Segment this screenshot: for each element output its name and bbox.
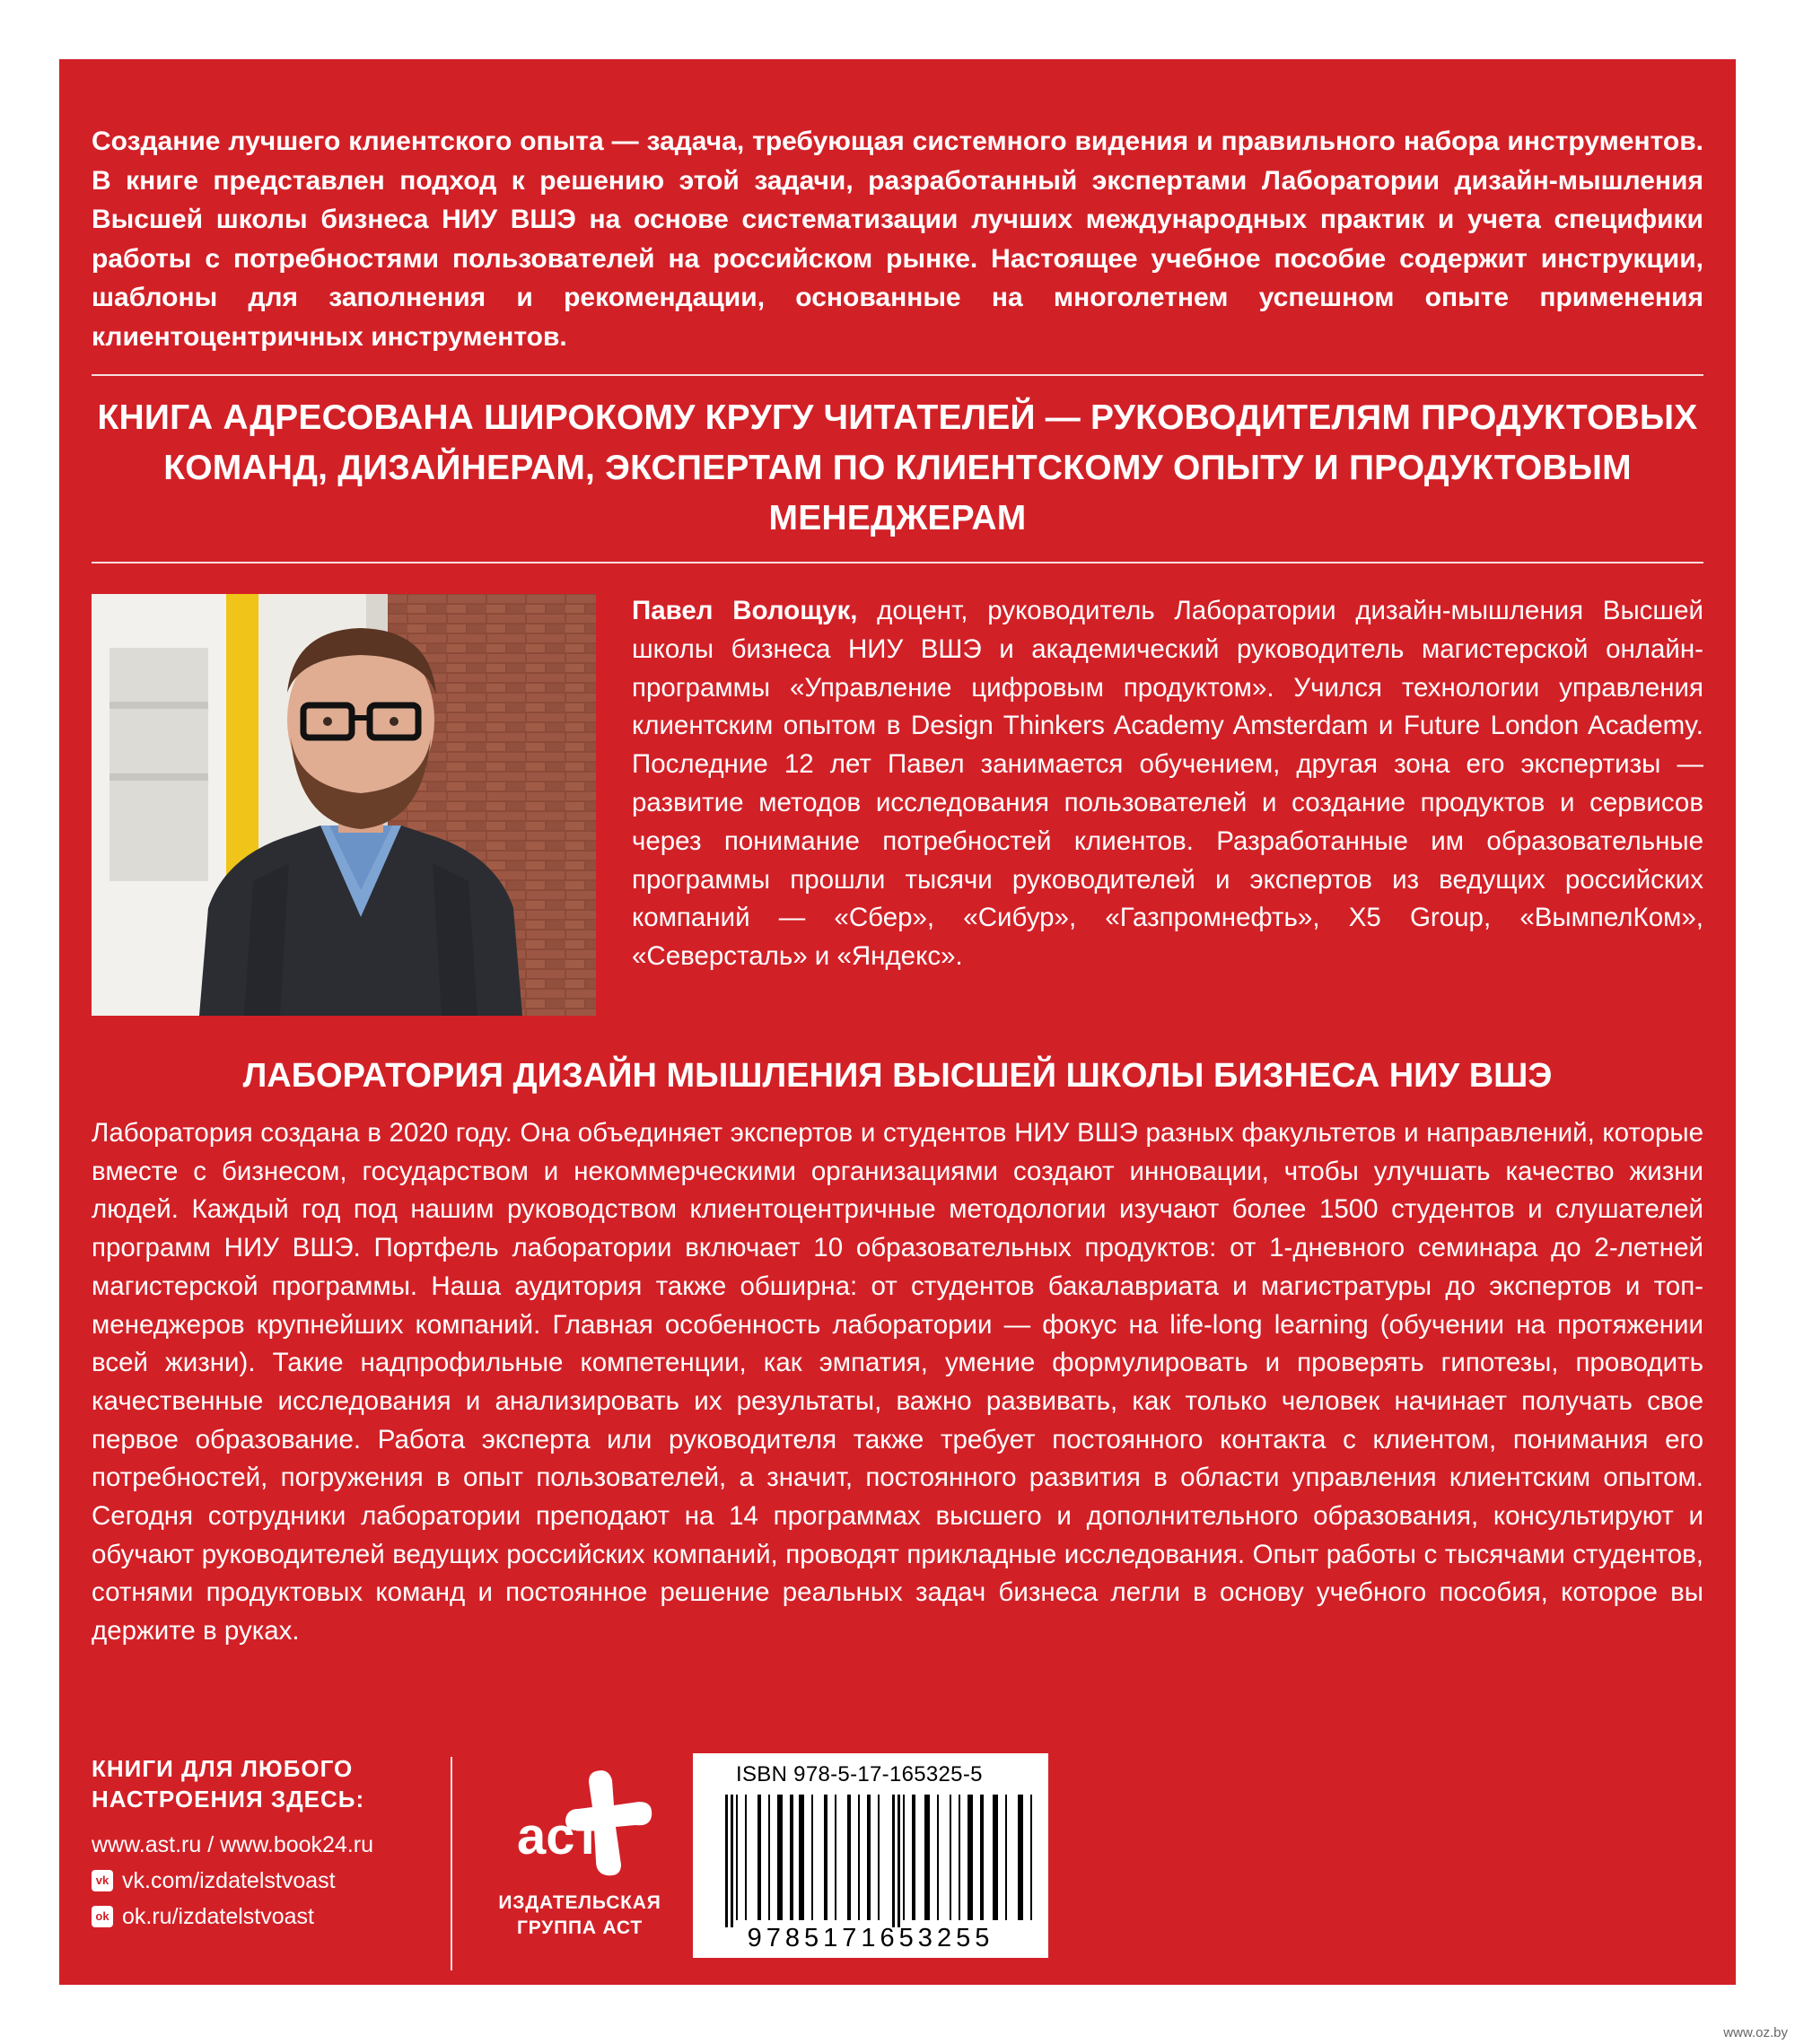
vk-link[interactable] [92,1863,451,1899]
publisher-logo [463,1764,696,1941]
barcode-bar [799,1795,804,1920]
ast-logo-text: аст [517,1807,600,1865]
barcode-bar [790,1795,793,1920]
barcode-bar [937,1795,939,1920]
middle-divider [92,562,1703,563]
ast-logo-icon [490,1764,670,1881]
barcode-bar [903,1795,905,1920]
publisher-caption-line2: ГРУППА АСТ [517,1917,643,1938]
isbn-barcode [693,1753,1048,1958]
vk-link-text: vk.com/izdatelstvoast [122,1868,336,1893]
isbn-label: ISBN 978-5-17-165325-5 [736,1762,983,1786]
promo-title [92,1753,451,1814]
barcode-bar [959,1795,960,1920]
barcode-bar [757,1795,761,1920]
vk-icon: vk [92,1870,113,1891]
lab-heading: ЛАБОРАТОРИЯ ДИЗАЙН МЫШЛЕНИЯ ВЫСШЕЙ ШКОЛЫ БИЗНЕСА НИУ ВШЭ [242,1057,1553,1095]
promo-divider [451,1757,452,1970]
barcode-bar [731,1795,733,1927]
barcode-bar [912,1795,915,1920]
barcode-bar [725,1795,728,1927]
promo-title-line2: НАСТРОЕНИЯ ЗДЕСЬ: [92,1786,365,1813]
author-name: Павел Волощук, [632,596,858,625]
barcode-bar [993,1795,998,1920]
author-bio [632,592,1703,976]
barcode-bar [824,1795,827,1920]
publisher-caption [463,1891,696,1941]
barcode-bar [768,1795,770,1920]
barcode-bar [858,1795,860,1920]
barcode-bar [968,1795,973,1920]
barcode-bar [867,1795,871,1920]
top-divider [92,374,1703,376]
barcode-bar [777,1795,783,1920]
barcode-bar [811,1795,813,1920]
barcode-bar [924,1795,930,1920]
promo-title-line1: КНИГИ ДЛЯ ЛЮБОГО [92,1755,354,1782]
ok-link-text: ok.ru/izdatelstvoast [122,1904,314,1929]
author-bio-text: доцент, руководитель Лаборатории дизайн-мышления Высшей школы бизнеса НИУ ВШЭ и академический руководитель магистерской онлайн-программы «Управление цифровым продуктом». Учился технологии управления клиентским опытом в Design Thinkers Academy Amsterdam и Future London Academy. Последние 12 лет Павел занимается обучением, другая зона его экспертизы — развитие методов исследования пользователей и создание продуктов и сервисов через понимание потребностей клиентов. Разработанные им образовательные программы прошли тысячи руководителей и экспертов из ведущих российских компаний — «Сбер», «Сибур», «Газпромнефть», X5 Group, «ВымпелКом», «Северсталь» и «Яндекс». [632,596,1703,972]
barcode-bar [950,1795,951,1920]
websites-link[interactable]: www.ast.ru / www.book24.ru [92,1832,374,1857]
promo-block [92,1753,451,1935]
barcode-bar [1030,1795,1032,1920]
barcode-bar [980,1795,984,1920]
barcode-bar [1005,1795,1007,1920]
watermark: www.oz.by [1723,2025,1788,2040]
author-photo-illustration [92,594,596,1016]
author-photo [92,594,596,1016]
intro-paragraph: Создание лучшего клиентского опыта — задача, требующая системного видения и правильного набора инструментов. В книге представлен подход к решению этой задачи, разработанный экспертами Лаборатории дизайн-мышления Высшей школы бизнеса НИУ ВШЭ на основе систематизации лучших международных практик и учета специфики работы с потребностями пользователей на российском рынке. Настоящее учебное пособие содержит инструкции, шаблоны для заполнения и рекомендации, основанные на многолетнем успешном опыте применения клиентоцентричных инструментов. [92,127,1703,352]
barcode-bar [892,1795,895,1927]
publisher-caption-line1: ИЗДАТЕЛЬСКАЯ [498,1892,661,1913]
ok-icon: ok [92,1906,113,1927]
ok-link[interactable] [92,1899,451,1935]
barcode-bar [835,1795,836,1920]
barcode-bar [1018,1795,1023,1920]
barcode-bar [736,1795,738,1920]
book-back-cover [59,59,1736,1985]
barcode-bar [878,1795,880,1920]
lab-description: Лаборатория создана в 2020 году. Она объединяет экспертов и студентов НИУ ВШЭ разных факультетов и направлений, которые вместе с бизнесом, государством и некоммерческими организациями создают инновации, чтобы улучшать качество жизни людей. Каждый год под нашим руководством клиентоцентричные методологии изучают более 1500 студентов и слушателей программ НИУ ВШЭ. Портфель лаборатории включает 10 образовательных продуктов: от 1-дневного семинара до 2-летней магистерской программы. Наша аудитория также обширна: от студентов бакалавриата и магистратуры до экспертов и топ-менеджеров крупнейших компаний. Главная особенность лаборатории — фокус на life-long learning (обучении на протяжении всей жизни). Такие надпрофильные компетенции, как эмпатия, умение формулировать и проверять гипотезы, проводить качественные исследования и анализировать их результаты, важно развивать, как только человек начинает получать свое первое образование. Работа эксперта или руководителя также требует постоянного контакта с клиентом, понимания его потребностей, погружения в опыт пользователей, а значит, постоянного развития в области управления клиентским опытом. Сегодня сотрудники лаборатории преподают на 14 программах высшего и дополнительного образования, консультируют и обучают руководителей ведущих российских компаний, проводят прикладные исследования. Опыт работы с тысячами студентов, сотнями продуктовых команд и постоянное решение реальных задач бизнеса легли в основу учебного пособия, которое вы держите в руках. [92,1118,1703,1647]
barcode-digits: 9785171653255 [747,1924,994,1952]
barcode-bar [745,1795,747,1920]
barcode-bar [898,1795,900,1927]
barcode-bar [847,1795,851,1920]
audience-heading: КНИГА АДРЕСОВАНА ШИРОКОМУ КРУГУ ЧИТАТЕЛЕЙ — РУКОВОДИТЕЛЯМ ПРОДУКТОВЫХ КОМАНД, ДИЗАЙНЕРАМ, ЭКСПЕРТАМ ПО КЛИЕНТСКОМУ ОПЫТУ И ПРОДУКТОВЫМ МЕНЕДЖЕРАМ [97,398,1698,537]
promo-links [92,1827,451,1935]
